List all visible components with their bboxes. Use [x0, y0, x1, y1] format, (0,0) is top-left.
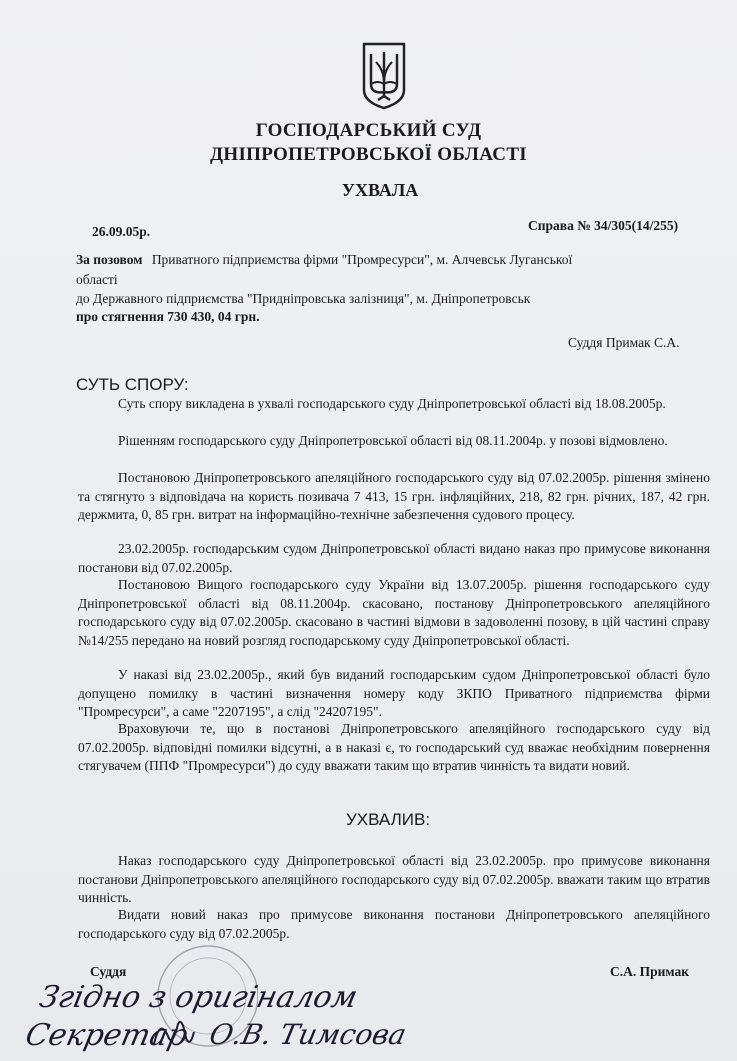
essence-paragraph-5: Постановою Вищого господарського суду України від 13.07.2005р. рішення господарського суду Дніпропетровської області від 08.11.2004р. скасовано, постанову Дніпропетровського апеляційного господарського суду від 07.02.2005р. скасовано в частині відмови в задоволенні позову, в цій частині справу №14/255 передано на новий розгляд господарському суду Дніпропетровської області.	[78, 577, 710, 648]
decision-paragraph-2: Видати новий наказ про примусове виконання постанови Дніпропетровського апеляційного господарського суду від 07.02.2005р.	[78, 907, 710, 941]
essence-paragraph-2: Рішенням господарського суду Дніпропетровської області від 08.11.2004р. у позові відмовлено.	[118, 433, 668, 448]
handwritten-secretary-name: О.В. Тимсова	[206, 1018, 410, 1051]
essence-paragraph-1: Суть спору викладена в ухвалі господарського суду Дніпропетровської області від 18.08.2005р.	[118, 396, 666, 411]
handwritten-certification: Згідно з оригіналом	[36, 980, 361, 1015]
handwritten-signature-icon	[150, 1014, 196, 1054]
essence-paragraph-3: Постановою Дніпропетровського апеляційного господарського суду від 07.02.2005р. рішення змінено та стягнуто з відповідача на користь позивача 7 413, 15 грн. інфляційних, 218, 82 грн. річних, 187, 42 грн. держмита, 0, 85 грн. витрат на інформаційно-технічне забезпечення судового процесу.	[78, 470, 710, 522]
decision-paragraph-1: Наказ господарського суду Дніпропетровської області від 23.02.2005р. про примусове виконання постанови Дніпропетровського апеляційного господарського суду від 07.02.2005р. вважати таким що втратив чинність.	[78, 853, 710, 905]
essence-heading: СУТЬ СПОРУ:	[76, 375, 189, 394]
case-number: Справа № 34/305(14/255)	[528, 218, 679, 233]
essence-paragraph-4: 23.02.2005р. господарським судом Дніпропетровської області видано наказ про примусове виконання постанови від 07.02.2005р.	[78, 541, 710, 575]
claim-label: За позовом	[76, 252, 143, 267]
court-name-line1: ГОСПОДАРСЬКИЙ СУД	[255, 120, 482, 141]
document-title: УХВАЛА	[341, 180, 419, 200]
defendant-text: до Державного підприємства "Придніпровська залізниця", м. Дніпропетровськ	[76, 291, 531, 306]
essence-paragraph-7: Враховуючи те, що в постанові Дніпропетровського апеляційного господарського суду від 07.02.2005р. відповідні помилки відсутні, а в наказі є, то господарський суд вважає необхідним повернення стягувачем (ППФ "Промресурси") до суду вважати таким що втратив чинність та видати новий.	[78, 721, 710, 773]
claim-subject: про стягнення 730 430, 04 грн.	[76, 309, 260, 324]
plaintiff-continued: області	[76, 272, 118, 287]
decision-heading: УХВАЛИВ:	[346, 810, 431, 829]
essence-paragraph-6: У наказі від 23.02.2005р., який був виданий господарським судом Дніпропетровської області було допущено помилку в частині визначення номеру коду ЗКПО Приватного підприємства фірми "Промресурси", а саме "2207195", а слід "24207195".	[78, 667, 710, 719]
plaintiff-text: Приватного підприємства фірми "Промресурси", м. Алчевськ Луганської	[151, 252, 573, 267]
signature-label: Суддя	[90, 964, 127, 979]
decision-date: 26.09.05р.	[92, 224, 151, 239]
signature-name: С.А. Примак	[610, 964, 690, 979]
claim-plaintiff-line	[76, 250, 711, 269]
court-name-line2: ДНІПРОПЕТРОВСЬКОЇ ОБЛАСТІ	[210, 144, 527, 165]
judge-top: Суддя Примак С.А.	[568, 335, 680, 350]
trident-emblem-icon	[360, 40, 408, 110]
handwritten-secretary: Секретар	[22, 1018, 191, 1053]
